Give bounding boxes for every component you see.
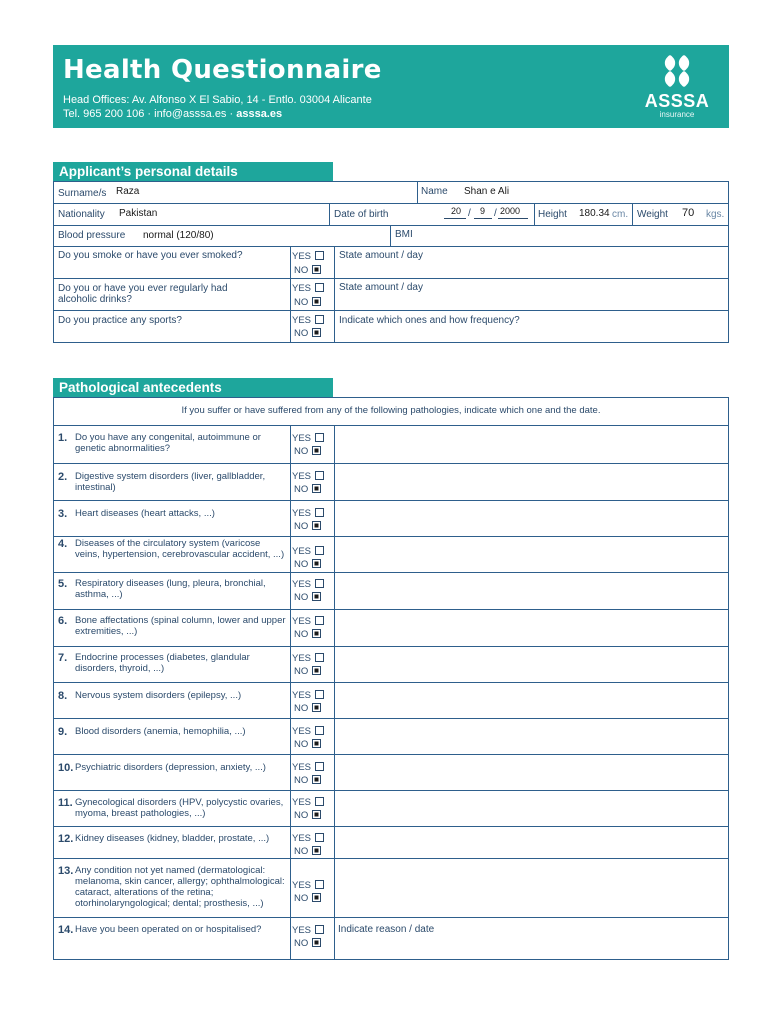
pathology-no-checkbox[interactable] [312,846,321,855]
contact-text: Tel. 965 200 106 · info@asssa.es · [63,108,237,120]
pathology-question: Have you been operated on or hospitalised? [75,924,262,935]
pathology-question: Gynecological disorders (HPV, polycystic ovaries, myoma, breast pathologies, ...) [75,797,284,819]
yes-label: YES [292,690,312,701]
no-label: NO [294,938,309,949]
yes-label: YES [292,726,312,737]
alcohol-yes-option[interactable]: YES [292,283,324,294]
bmi-label: BMI [395,229,413,240]
pathology-yes-checkbox[interactable] [315,690,324,699]
pathology-yes-checkbox[interactable] [315,508,324,517]
pathology-yes-checkbox[interactable] [315,797,324,806]
pathology-number: 4. [58,538,68,550]
no-label: NO [294,484,309,495]
yes-label: YES [292,653,312,664]
weight-field[interactable]: 70 [682,207,695,219]
dob-separator: / [468,208,471,219]
no-label: NO [294,446,309,457]
pathology-no-option[interactable] [294,592,321,603]
no-label: NO [294,592,309,603]
header-address [63,93,372,121]
pathology-yes-checkbox[interactable] [315,433,324,442]
pathology-no-checkbox[interactable] [312,938,321,947]
pathology-yes-option[interactable] [292,433,324,444]
pathology-yes-checkbox[interactable] [315,653,324,662]
pathology-number: 9. [58,726,68,738]
pathology-number: 10. [58,762,74,774]
sports-no-option[interactable]: NO [294,328,321,339]
yes-label: YES [292,762,312,773]
pathology-no-option[interactable] [294,938,321,949]
yes-label: YES [292,833,312,844]
bp-field[interactable]: normal (120/80) [143,230,214,241]
website-link[interactable]: asssa.es [236,108,283,120]
no-label: NO [294,559,309,570]
pathology-yes-checkbox[interactable] [315,546,324,555]
no-label: NO [294,521,309,532]
sports-yes-checkbox[interactable] [315,315,324,324]
pathology-number: 11. [58,797,73,809]
pathology-no-checkbox[interactable] [312,446,321,455]
header-banner [53,45,729,128]
pathology-no-option[interactable] [294,810,321,821]
sports-yes-option[interactable]: YES [292,315,324,326]
pathology-question: Digestive system disorders (liver, gallbladder, intestinal) [75,471,266,493]
pathology-yes-option[interactable] [292,726,324,737]
pathology-no-option[interactable] [294,703,321,714]
pathology-yes-option[interactable] [292,762,324,773]
pathology-question: Nervous system disorders (epilepsy, ...) [75,690,242,701]
pathology-no-option[interactable] [294,484,321,495]
dob-separator-2: / [494,208,497,219]
contact-line [63,107,372,121]
yes-label: YES [292,546,312,557]
pathology-yes-option[interactable] [292,880,324,891]
yes-label: YES [292,880,312,891]
pathology-no-option[interactable] [294,739,321,750]
dob-label: Date of birth [334,209,389,220]
pathological-section-title: Pathological antecedents [53,378,333,397]
sports-frequency-label: Indicate which ones and how frequency? [339,315,520,326]
address-line: Head Offices: Av. Alfonso X El Sabio, 14 - Entlo. 03004 Alicante [63,94,372,106]
pathology-number: 7. [58,652,68,664]
pathology-no-checkbox[interactable] [312,703,321,712]
pathology-yes-checkbox[interactable] [315,833,324,842]
sports-no-checkbox[interactable] [312,328,321,337]
alcohol-no-option[interactable]: NO [294,297,321,308]
name-label: Name [421,186,448,197]
yes-label: YES [292,616,312,627]
pathology-no-checkbox[interactable] [312,521,321,530]
yes-label: YES [292,579,312,590]
pathology-question: Bone affectations (spinal column, lower and upper extremities, ...) [75,615,286,637]
smoke-amount-label: State amount / day [339,250,423,261]
smoke-yes-option[interactable]: YES [292,251,324,262]
pathology-number: 13. [58,865,74,877]
pathology-number: 14. [58,924,74,936]
pathology-yes-option[interactable] [292,546,324,557]
pathology-yes-checkbox[interactable] [315,579,324,588]
surname-label: Surname/s [58,188,107,199]
pathology-yes-option[interactable] [292,833,324,844]
yes-label: YES [292,471,312,482]
pathology-details-field[interactable]: Indicate reason / date [338,924,435,935]
name-field[interactable]: Shan e Ali [464,186,510,197]
alcohol-no-checkbox[interactable] [312,297,321,306]
pathology-no-option[interactable] [294,559,321,570]
nationality-field[interactable]: Pakistan [119,208,158,219]
pathology-yes-checkbox[interactable] [315,762,324,771]
pathology-question: Psychiatric disorders (depression, anxiety, ...) [75,762,266,773]
pathology-question: Blood disorders (anemia, hemophilia, ...) [75,726,246,737]
alcohol-question: Do you or have you ever regularly had alcoholic drinks? [58,283,228,305]
pathology-no-checkbox[interactable] [312,739,321,748]
pathology-no-checkbox[interactable] [312,484,321,493]
no-label: NO [294,629,309,640]
pathology-yes-option[interactable] [292,508,324,519]
pathology-question: Endocrine processes (diabetes, glandular disorders, thyroid, ...) [75,652,250,674]
weight-label: Weight [637,209,668,220]
no-label: NO [294,739,309,750]
surname-field[interactable]: Raza [116,186,140,197]
pathology-no-checkbox[interactable] [312,810,321,819]
yes-label: YES [292,925,312,936]
pathology-no-option[interactable] [294,446,321,457]
pathology-question: Do you have any congenital, autoimmune or genetic abnormalities? [75,432,261,454]
personal-details-box [53,181,729,343]
pathology-yes-option[interactable] [292,797,324,808]
pathology-number: 6. [58,615,68,627]
height-field[interactable]: 180.34 [579,208,610,219]
alcohol-yes-checkbox[interactable] [315,283,324,292]
pathology-yes-checkbox[interactable] [315,880,324,889]
pathology-no-option[interactable] [294,846,321,857]
pathological-box [53,397,729,960]
nationality-label: Nationality [58,209,105,220]
weight-unit: kgs. [706,209,725,220]
height-unit: cm. [612,209,629,220]
pathological-intro: If you suffer or have suffered from any of the following pathologies, indicate which one and the date. [181,405,601,416]
pathology-question: Kidney diseases (kidney, bladder, prostate, ...) [75,833,270,844]
pathology-number: 5. [58,578,68,590]
no-label: NO [294,703,309,714]
yes-label: YES [292,797,312,808]
no-label: NO [294,810,309,821]
pathology-no-option[interactable] [294,666,321,677]
pathology-yes-option[interactable] [292,579,324,590]
pathology-no-option[interactable] [294,775,321,786]
no-label: NO [294,893,309,904]
pathology-yes-option[interactable] [292,925,324,936]
pathology-number: 8. [58,690,68,702]
pathology-yes-option[interactable] [292,653,324,664]
yes-label: YES [292,508,312,519]
pathology-yes-option[interactable] [292,471,324,482]
yes-label: YES [292,433,312,444]
pathology-no-option[interactable] [294,521,321,532]
pathology-number: 3. [58,508,68,520]
alcohol-amount-label: State amount / day [339,282,423,293]
pathology-no-checkbox[interactable] [312,666,321,675]
pathology-no-option[interactable] [294,893,321,904]
brand-logo [637,53,717,123]
personal-section-title: Applicant’s personal details [53,162,333,181]
brand-subtitle: insurance [659,110,695,119]
pathology-yes-option[interactable] [292,616,324,627]
pathology-question: Any condition not yet named (dermatological: melanoma, skin cancer, allergy; ophthalmological: cataract, alterations of the retina; otorhinolaryngological; dental; prosthesis, ...) [75,865,285,909]
pathology-no-checkbox[interactable] [312,559,321,568]
smoke-no-option[interactable]: NO [294,265,321,276]
no-label: NO [294,846,309,857]
pathology-question: Respiratory diseases (lung, pleura, bronchial, asthma, ...) [75,578,266,600]
sports-question: Do you practice any sports? [58,315,182,326]
smoke-question: Do you smoke or have you ever smoked? [58,250,243,261]
dob-year-field[interactable]: 2000 [500,206,521,216]
page-title: Health Questionnaire [63,55,382,85]
pathology-no-option[interactable] [294,629,321,640]
brand-name: ASSSA [644,91,710,111]
dob-day-field[interactable]: 20 [451,206,462,216]
pathology-no-checkbox[interactable] [312,775,321,784]
bp-label: Blood pressure [58,230,126,241]
no-label: NO [294,666,309,677]
pathology-number: 12. [58,833,74,845]
pathology-yes-checkbox[interactable] [315,471,324,480]
pathology-yes-checkbox[interactable] [315,925,324,934]
height-label: Height [538,209,567,220]
pathology-number: 1. [58,432,68,444]
smoke-no-checkbox[interactable] [312,265,321,274]
pathology-question: Heart diseases (heart attacks, ...) [75,508,215,519]
pathology-yes-option[interactable] [292,690,324,701]
smoke-yes-checkbox[interactable] [315,251,324,260]
pathology-no-checkbox[interactable] [312,893,321,902]
logo-mark-icon [659,53,695,89]
pathology-yes-checkbox[interactable] [315,616,324,625]
pathology-question: Diseases of the circulatory system (varicose veins, hypertension, cerebrovascular accident, ...) [75,538,285,560]
pathology-no-checkbox[interactable] [312,592,321,601]
pathology-number: 2. [58,471,68,483]
no-label: NO [294,775,309,786]
pathology-yes-checkbox[interactable] [315,726,324,735]
dob-month-field[interactable]: 9 [480,206,486,216]
pathology-no-checkbox[interactable] [312,629,321,638]
